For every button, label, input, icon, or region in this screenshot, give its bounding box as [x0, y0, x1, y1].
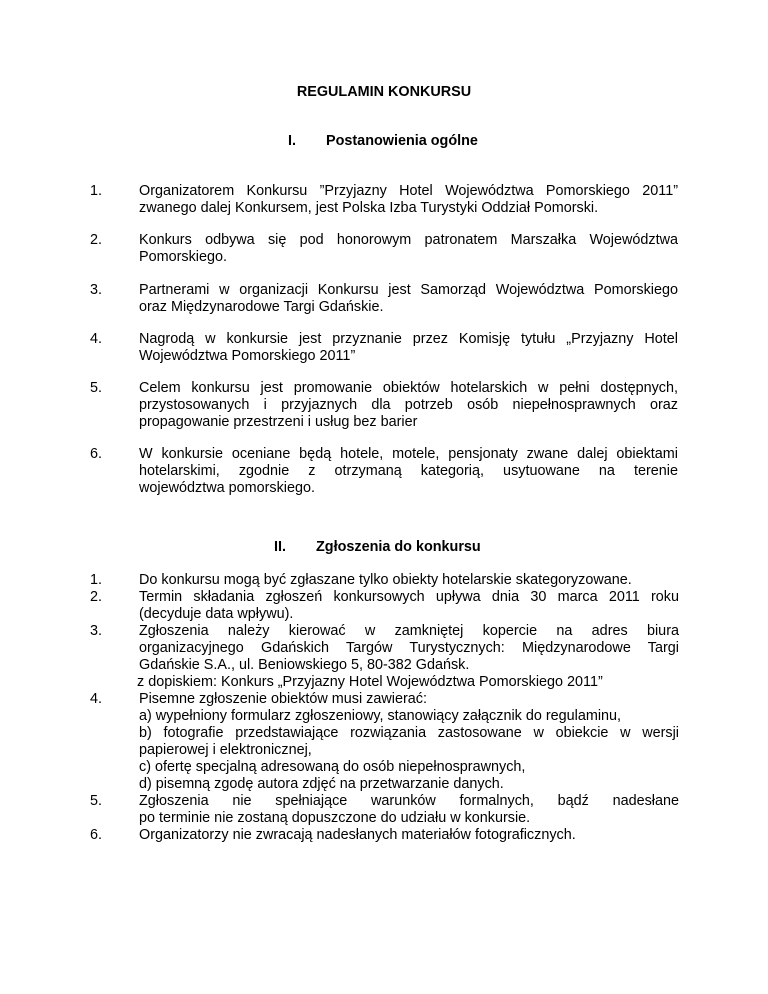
- section-2-title: Zgłoszenia do konkursu: [316, 539, 481, 555]
- list-item: [90, 793, 680, 810]
- item-number: 3.: [90, 623, 103, 639]
- item-line: oraz Międzynarodowe Targi Gdańskie.: [139, 299, 384, 315]
- item-number: 4.: [90, 691, 103, 707]
- list-item-continuation: [90, 657, 680, 674]
- list-item-continuation: [90, 640, 680, 657]
- item-number: 6.: [90, 827, 103, 843]
- list-item-continuation: [90, 708, 680, 725]
- list-item-continuation: [90, 742, 680, 759]
- item-number: 2.: [90, 589, 103, 605]
- item-line: przystosowanych i przyjaznych dla potrzeb osób niepełnosprawnych oraz: [139, 397, 678, 413]
- list-item: [90, 589, 680, 606]
- item-text: d) pisemną zgodę autora zdjęć na przetwarzanie danych.: [139, 776, 504, 792]
- item-number: 3.: [90, 282, 103, 298]
- item-line: Nagrodą w konkursie jest przyznanie przez Komisję tytułu „Przyjazny Hotel: [139, 331, 678, 347]
- item-line: W konkursie oceniane będą hotele, motele, pensjonaty zwane dalej obiektami: [139, 446, 678, 462]
- list-item-continuation: [90, 725, 680, 742]
- section-1-roman: I.: [288, 133, 296, 149]
- item-text: Zgłoszenia należy kierować w zamkniętej kopercie na adres biura: [139, 623, 679, 639]
- list-item-continuation: [90, 776, 680, 793]
- item-line: województwa pomorskiego.: [139, 480, 315, 496]
- item-text: po terminie nie zostaną dopuszczone do udziału w konkursie.: [139, 810, 531, 826]
- document-title: REGULAMIN KONKURSU: [296, 84, 472, 100]
- list-item: [90, 827, 680, 844]
- item-text: a) wypełniony formularz zgłoszeniowy, stanowiący załącznik do regulaminu,: [139, 708, 622, 724]
- item-text: [139, 380, 678, 431]
- item-text: Organizatorzy nie zwracają nadesłanych materiałów fotograficznych.: [139, 827, 576, 843]
- item-line: Województwa Pomorskiego 2011”: [139, 348, 356, 364]
- item-text: z dopiskiem: Konkurs „Przyjazny Hotel Województwa Pomorskiego 2011”: [137, 674, 603, 690]
- item-line: Partnerami w organizacji Konkursu jest Samorząd Województwa Pomorskiego: [139, 282, 678, 298]
- section-2-roman: II.: [274, 539, 286, 555]
- item-number: 1.: [90, 183, 103, 199]
- item-text: Termin składania zgłoszeń konkursowych upływa dnia 30 marca 2011 roku: [139, 589, 679, 605]
- item-line: Konkurs odbywa się pod honorowym patronatem Marszałka Województwa: [139, 232, 678, 248]
- list-item-continuation: [90, 810, 680, 827]
- list-item-continuation: [90, 606, 680, 623]
- list-item: [90, 691, 680, 708]
- item-text: (decyduje data wpływu).: [139, 606, 294, 622]
- item-line: zwanego dalej Konkursem, jest Polska Izba Turystyki Oddział Pomorski.: [139, 200, 599, 216]
- list-item-continuation: [90, 674, 680, 691]
- item-number: 5.: [90, 793, 103, 809]
- item-text: [139, 183, 678, 217]
- item-text: organizacyjnego Gdańskich Targów Turystycznych: Międzynarodowe Targi: [139, 640, 679, 656]
- item-line: Organizatorem Konkursu ”Przyjazny Hotel Województwa Pomorskiego 2011”: [139, 183, 678, 199]
- item-number: 6.: [90, 446, 103, 462]
- item-line: Celem konkursu jest promowanie obiektów hotelarskich w pełni dostępnych,: [139, 380, 678, 396]
- item-text: Pisemne zgłoszenie obiektów musi zawierać:: [139, 691, 427, 707]
- item-text: [139, 331, 678, 365]
- item-number: 1.: [90, 572, 103, 588]
- list-item-continuation: [90, 759, 680, 776]
- item-text: [139, 282, 678, 316]
- list-item: [90, 572, 680, 589]
- item-number: 4.: [90, 331, 103, 347]
- item-number: 5.: [90, 380, 103, 396]
- item-text: Gdańskie S.A., ul. Beniowskiego 5, 80-382 Gdańsk.: [139, 657, 470, 673]
- item-text: [139, 446, 678, 497]
- item-line: Pomorskiego.: [139, 249, 227, 265]
- item-text: [139, 232, 678, 266]
- list-item: [90, 623, 680, 640]
- item-text: papierowej i elektronicznej,: [139, 742, 312, 758]
- item-number: 2.: [90, 232, 103, 248]
- item-text: b) fotografie przedstawiające rozwiązania zastosowane w obiekcie w wersji: [139, 725, 679, 741]
- item-text: Zgłoszenia nie spełniające warunków formalnych, bądź nadesłane: [139, 793, 679, 809]
- item-text: Do konkursu mogą być zgłaszane tylko obiekty hotelarskie skategoryzowane.: [139, 572, 632, 588]
- section-2-list: [90, 572, 680, 844]
- item-text: c) ofertę specjalną adresowaną do osób niepełnosprawnych,: [139, 759, 526, 775]
- item-line: propagowanie przestrzeni i usług bez barier: [139, 414, 418, 430]
- section-1-title: Postanowienia ogólne: [326, 133, 478, 149]
- item-line: hotelarskimi, zgodnie z otrzymaną kategorią, usytuowane na terenie: [139, 463, 678, 479]
